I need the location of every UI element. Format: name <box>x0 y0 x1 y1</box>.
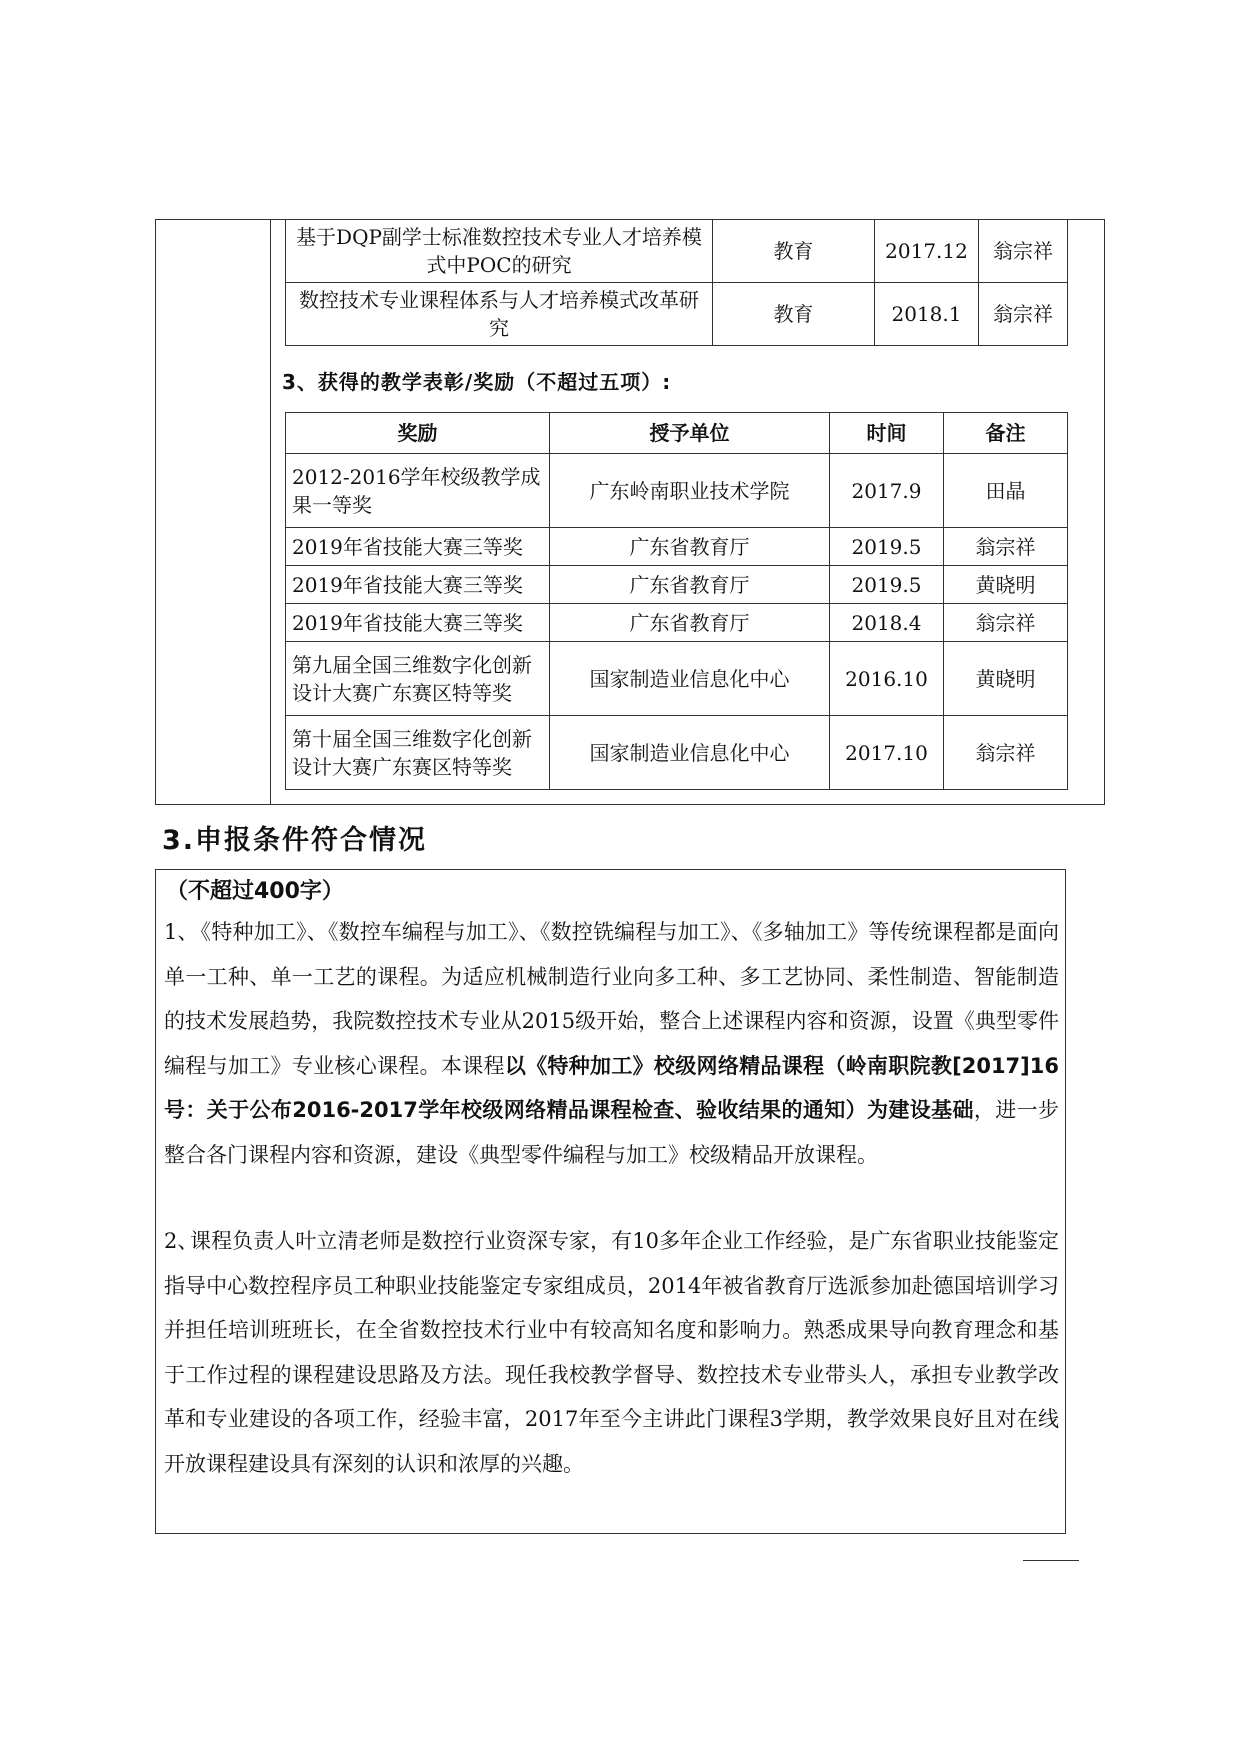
award-name: 2012-2016学年校级教学成果一等奖 <box>286 454 550 528</box>
column-header: 时间 <box>830 413 944 454</box>
award-unit: 广东省教育厅 <box>550 566 830 604</box>
project-title: 基于DQP副学士标准数控技术专业人才培养模式中POC的研究 <box>286 220 713 283</box>
paragraph-text: 《特种加工》、《数控车编程与加工》、《数控铣编程与加工》、《多轴加工》等传统课程都是面向单一工种、单一工艺的课程。为适应机械制造行业向多工种、多工艺协同、柔性制造、智能制造的技术发展趋势，我院数控技术专业从2015级开始，整合上述课程内容和资源，设置《典型零件编程与加工》专业核心课程。本课程 <box>164 920 1059 1078</box>
award-name: 2019年省技能大赛三等奖 <box>286 604 550 642</box>
column-header: 奖励 <box>286 413 550 454</box>
award-unit: 广东省教育厅 <box>550 528 830 566</box>
paragraph-bold-text: 以《特种加工》校级网络精品课程（岭南职院教[2017]16号：关于公布2016-2017学年校级网络精品课程检查、验收结果的通知）为建设基础 <box>164 1053 1059 1122</box>
award-date: 2017.10 <box>830 716 944 790</box>
project-title: 数控技术专业课程体系与人才培养模式改革研究 <box>286 283 713 346</box>
award-note: 黄晓明 <box>944 642 1068 716</box>
section-title: 3.申报条件符合情况 <box>162 825 428 856</box>
award-unit: 广东省教育厅 <box>550 604 830 642</box>
project-date: 2017.12 <box>875 220 979 283</box>
column-divider <box>270 219 271 805</box>
award-unit: 广东岭南职业技术学院 <box>550 454 830 528</box>
column-header: 授予单位 <box>550 413 830 454</box>
paragraph-1 <box>164 910 1059 1177</box>
table-row <box>286 283 1068 346</box>
paragraph-2 <box>164 1219 1059 1486</box>
award-note: 翁宗祥 <box>944 716 1068 790</box>
table-row <box>286 528 1068 566</box>
project-person: 翁宗祥 <box>979 220 1068 283</box>
table-header-row <box>286 413 1068 454</box>
table-row <box>286 642 1068 716</box>
award-note: 田晶 <box>944 454 1068 528</box>
award-unit: 国家制造业信息化中心 <box>550 642 830 716</box>
paragraph-text: 课程负责人叶立清老师是数控行业资深专家，有10多年企业工作经验，是广东省职业技能鉴定指导中心数控程序员工种职业技能鉴定专家组成员，2014年被省教育厅选派参加赴德国培训学习并担任培训班班长，在全省数控技术行业中有较高知名度和影响力。熟悉成果导向教育理念和基于工作过程的课程建设思路及方法。现任我校教学督导、数控技术专业带头人，承担专业教学改革和专业建设的各项工作，经验丰富，2017年至今主讲此门课程3学期，教学效果良好且对在线开放课程建设具有深刻的认识和浓厚的兴趣。 <box>164 1229 1059 1476</box>
table-row <box>286 716 1068 790</box>
paragraph-text: ，进一步整合各门课程内容和资源，建设《典型零件编程与加工》校级精品开放课程。 <box>164 1098 1060 1167</box>
footer-dash <box>1023 1560 1079 1561</box>
awards-table <box>285 412 1068 790</box>
award-name: 第十届全国三维数字化创新设计大赛广东赛区特等奖 <box>286 716 550 790</box>
project-category: 教育 <box>713 220 875 283</box>
award-note: 翁宗祥 <box>944 528 1068 566</box>
table-row <box>286 454 1068 528</box>
award-date: 2018.4 <box>830 604 944 642</box>
award-name: 2019年省技能大赛三等奖 <box>286 566 550 604</box>
award-note: 翁宗祥 <box>944 604 1068 642</box>
awards-heading: 3、获得的教学表彰/奖励（不超过五项）: <box>282 370 672 394</box>
column-header: 备注 <box>944 413 1068 454</box>
project-table <box>285 219 1068 346</box>
award-unit: 国家制造业信息化中心 <box>550 716 830 790</box>
table-row <box>286 604 1068 642</box>
award-date: 2019.5 <box>830 566 944 604</box>
award-note: 黄晓明 <box>944 566 1068 604</box>
award-date: 2016.10 <box>830 642 944 716</box>
table-row <box>286 566 1068 604</box>
paragraph-number: 1、 <box>164 920 199 944</box>
word-limit-note: （不超过400字） <box>166 879 344 904</box>
project-person: 翁宗祥 <box>979 283 1068 346</box>
project-date: 2018.1 <box>875 283 979 346</box>
award-date: 2019.5 <box>830 528 944 566</box>
award-date: 2017.9 <box>830 454 944 528</box>
award-name: 第九届全国三维数字化创新设计大赛广东赛区特等奖 <box>286 642 550 716</box>
paragraph-number: 2、 <box>164 1229 199 1253</box>
award-name: 2019年省技能大赛三等奖 <box>286 528 550 566</box>
project-category: 教育 <box>713 283 875 346</box>
table-row <box>286 220 1068 283</box>
